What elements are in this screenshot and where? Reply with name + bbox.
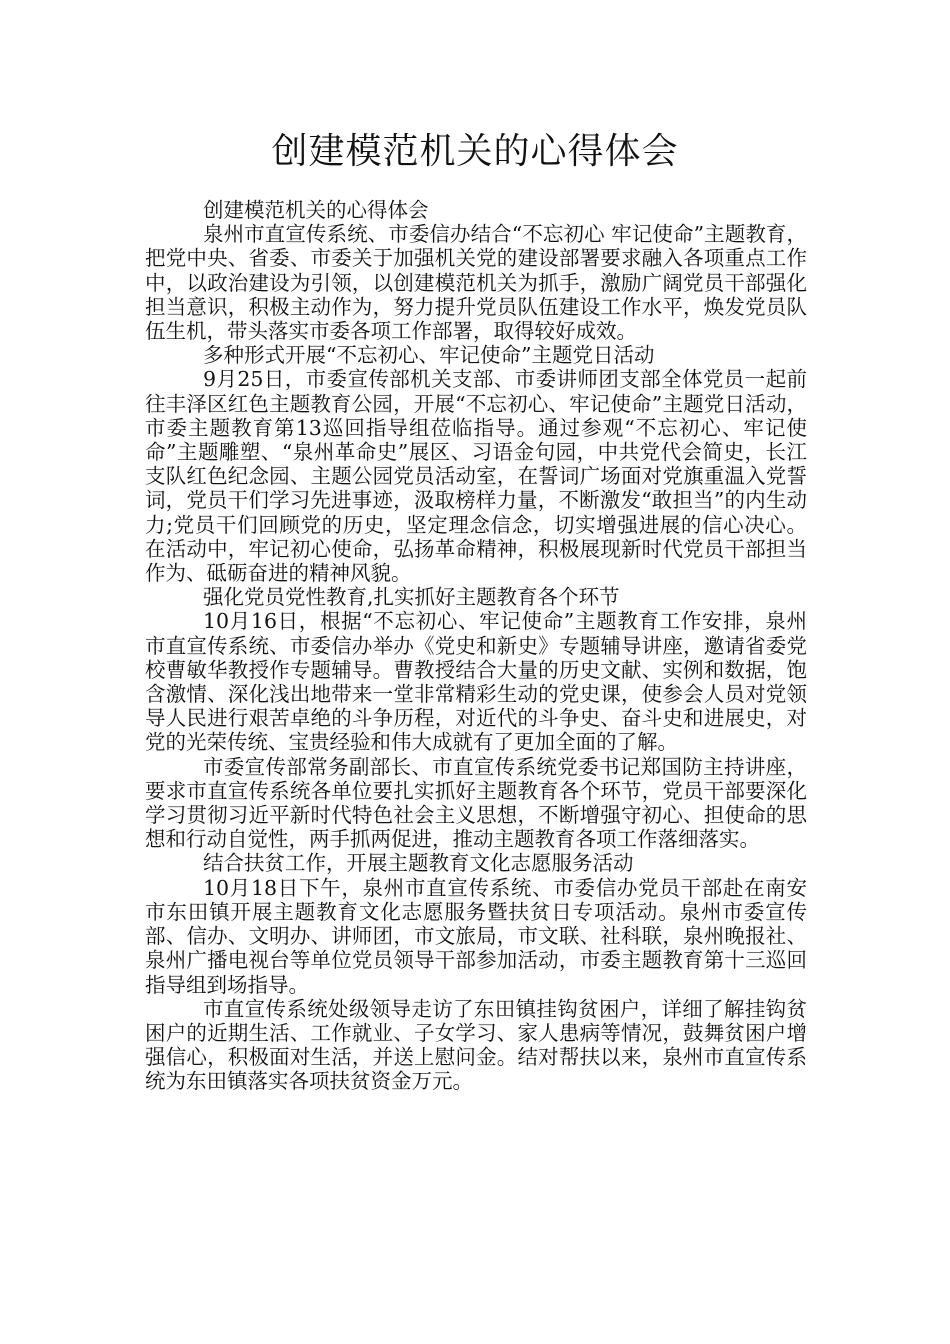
paragraph-lecture: 10月16日，根据“不忘初心、牢记使命”主题教育工作安排，泉州市直宣传系统、市委信办举办《党史和新史》专题辅导讲座，邀请省委党校曹敏华教授作专题辅导。曹教授结合大量的历史文献、实例和数据，饱含激情、深化浅出地带来一堂非常精彩生动的党史课，使参会人员对党领导人民进行艰苦卓绝的斗争历程，对近代的斗争史、奋斗史和进展史，对党的光荣传统、宝贵经验和伟大成就有了更加全面的了解。 [145, 609, 807, 755]
section-heading-volunteer: 结合扶贫工作，开展主题教育文化志愿服务活动 [203, 851, 634, 876]
paragraph-subtitle: 创建模范机关的心得体会 [203, 198, 429, 222]
paragraph-party-day: 9月25日，市委宣传部机关支部、市委讲师团支部全体党员一起前往丰泽区红色主题教育公园，开展“不忘初心、牢记使命”主题党日活动，市委主题教育第13巡回指导组莅临指导。通过参观“不忘初心、牢记使命”主题雕塑、“泉州革命史”展区、习语金句园，中共党代会简史，长江支队红色纪念园、主题公园党员活动室，在誓词广场面对党旗重温入党誓词，党员干们学习先进事迹，汲取榜样力量，不断激发“敢担当”的内生动力;党员干们回顾党的历史，坚定理念信念，切实增强进展的信心决心。在活动中，牢记初心使命，弘扬革命精神，积极展现新时代党员干部担当作为、砥砺奋进的精神风貌。 [145, 367, 807, 586]
paragraph-volunteer: 10月18日下午，泉州市直宣传系统、市委信办党员干部赴在南安市东田镇开展主题教育文化志愿服务暨扶贫日专项活动。泉州市委宣传部、信办、文明办、讲师团，市文旅局，市文联、社科联，泉州晚报社、泉州广播电视台等单位党员领导干部参加活动，市委主题教育第十三巡回指导组到场指导。 [145, 875, 807, 997]
paragraph-poverty-visit: 市直宣传系统处级领导走访了东田镇挂钩贫困户，详细了解挂钩贫困户的近期生活、工作就业、子女学习、家人患病等情况，鼓舞贫困户增强信心，积极面对生活，并送上慰问金。结对帮扶以来，泉州市直宣传系统为东田镇落实各项扶贫资金万元。 [145, 996, 807, 1094]
document-title: 创建模范机关的心得体会 [271, 131, 679, 172]
document-body [145, 198, 807, 1094]
paragraph-lecture-host: 市委宣传部常务副部长、市直宣传系统党委书记郑国防主持讲座，要求市直宣传系统各单位要扎实抓好主题教育各个环节，党员干部要深化学习贯彻习近平新时代特色社会主义思想，不断增强守初心、担使命的思想和行动自觉性，两手抓两促进，推动主题教育各项工作落细落实。 [145, 754, 807, 852]
paragraph-intro: 泉州市直宣传系统、市委信办结合“不忘初心 牢记使命”主题教育，把党中央、省委、市委关于加强机关党的建设部署要求融入各项重点工作中，以政治建设为引领，以创建模范机关为抓手，激励广阔党员干部强化担当意识，积极主动作为，努力提升党员队伍建设工作水平，焕发党员队伍生机，带头落实市委各项工作部署，取得较好成效。 [145, 222, 807, 344]
section-heading-party-education: 强化党员党性教育,扎实抓好主题教育各个环节 [203, 585, 620, 610]
section-heading-party-day: 多种形式开展“不忘初心、牢记使命”主题党日活动 [203, 343, 655, 368]
